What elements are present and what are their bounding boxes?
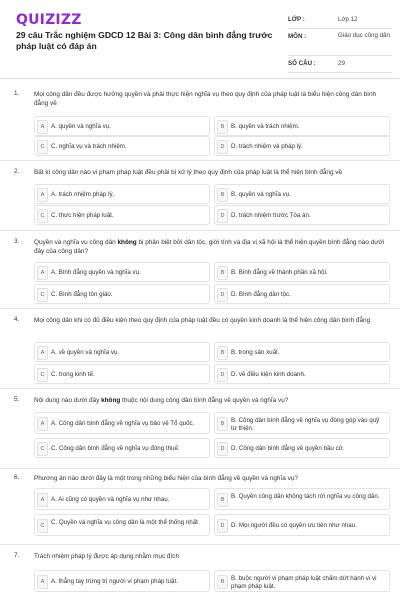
option-a[interactable] xyxy=(34,488,210,510)
question-text-part: Quyền và nghĩa vụ công dân xyxy=(34,239,118,246)
question-text-emphasis: không xyxy=(101,397,121,404)
option-text: C. trong kinh tế. xyxy=(51,371,95,378)
question-number: 6. xyxy=(14,474,20,481)
meta-row-class xyxy=(288,12,392,29)
option-text: C. Quyền và nghĩa vụ công dân là một thể thống nhất. xyxy=(51,519,200,526)
option-letter: B xyxy=(217,575,228,589)
option-letter: A xyxy=(37,346,48,360)
option-letter: C xyxy=(37,140,48,154)
option-letter: D xyxy=(217,288,228,302)
option-c[interactable] xyxy=(34,205,210,225)
option-a[interactable] xyxy=(34,262,210,282)
question-text-part: bị phân biệt bởi dân tộc, giới tính và địa vị xã hội là thể hiện quyền bình đẳng nào dưới đây của công dân? xyxy=(34,239,385,255)
meta-row-subject xyxy=(288,29,392,56)
option-d[interactable] xyxy=(214,205,390,225)
option-text: B. quyền và trách nhiệm. xyxy=(231,123,300,130)
option-text: B. Bình đẳng về thành phần xã hội. xyxy=(231,269,328,276)
question-text-part: Nội dung nào dưới đây xyxy=(34,397,102,404)
option-text: A. quyền và nghĩa vụ. xyxy=(51,123,111,130)
option-text: B. trong sản xuất. xyxy=(231,349,280,356)
option-b[interactable] xyxy=(214,184,390,204)
option-d[interactable] xyxy=(214,438,390,458)
question-separator xyxy=(0,308,400,309)
question-number: 4. xyxy=(14,316,20,323)
option-letter: B xyxy=(217,266,228,280)
option-text: C. Công dân bình đẳng về nghĩa vụ đóng thuế. xyxy=(51,445,180,452)
question-separator xyxy=(0,468,400,469)
option-letter: A xyxy=(37,575,48,589)
option-a[interactable] xyxy=(34,342,210,362)
question-separator xyxy=(0,160,400,161)
option-letter: C xyxy=(37,442,48,456)
question-separator xyxy=(0,388,400,389)
option-letter: B xyxy=(217,493,228,507)
question-number: 1. xyxy=(14,90,20,97)
option-letter: C xyxy=(37,519,48,533)
question-text: Mọi công dân khi có đủ điều kiện theo quy định của pháp luật đều có quyền kinh doanh là thể hiện công dân bình đẳng xyxy=(34,317,371,324)
question-text: Phương án nào dưới đây là một trong những biểu hiện của bình đẳng về quyền và nghĩa vụ? xyxy=(34,475,298,482)
option-c[interactable] xyxy=(34,438,210,458)
header-divider xyxy=(0,78,400,79)
option-text: D. Công dân bình đẳng về quyền bầu cử. xyxy=(231,445,345,452)
option-letter: C xyxy=(37,368,48,382)
option-text: D. Bình đẳng dân tộc. xyxy=(231,291,291,298)
option-letter: A xyxy=(37,266,48,280)
question-number: 7. xyxy=(14,552,20,559)
option-text: D. trách nhiệm trước Tòa án. xyxy=(231,212,311,219)
count-value: 29 xyxy=(338,60,345,67)
question-separator xyxy=(0,230,400,231)
option-letter: B xyxy=(217,417,228,431)
option-letter: D xyxy=(217,442,228,456)
option-text: A. thẳng tay trừng trị người vi phạm pháp luật. xyxy=(51,578,178,585)
question-text xyxy=(34,396,386,405)
option-text: A. Bình đẳng quyền và nghĩa vụ. xyxy=(51,269,141,276)
question-text-emphasis: không xyxy=(117,239,137,246)
option-c[interactable] xyxy=(34,136,210,156)
question-number: 2. xyxy=(14,168,20,175)
worksheet-header xyxy=(0,0,400,72)
option-d[interactable] xyxy=(214,136,390,156)
option-b[interactable] xyxy=(214,412,390,434)
option-c[interactable] xyxy=(34,364,210,384)
option-text: C. nghĩa vụ và trách nhiệm. xyxy=(51,143,127,150)
option-c[interactable] xyxy=(34,514,210,536)
option-b[interactable] xyxy=(214,570,390,592)
option-letter: B xyxy=(217,120,228,134)
option-text: D. về điều kiện kinh doanh. xyxy=(231,371,306,378)
option-text: D. trách nhiệm và pháp lý. xyxy=(231,143,303,150)
option-letter: A xyxy=(37,417,48,431)
option-a[interactable] xyxy=(34,570,210,592)
option-text: C. Bình đẳng tôn giáo. xyxy=(51,291,113,298)
count-label: SỐ CÂU : xyxy=(288,60,316,67)
option-c[interactable] xyxy=(34,284,210,304)
question-text: Trách nhiệm pháp lý được áp dụng nhằm mục đích xyxy=(34,553,179,560)
option-d[interactable] xyxy=(214,514,390,536)
option-text: C. thực hiện pháp luật. xyxy=(51,212,114,219)
subject-value: Giáo dục công dân xyxy=(338,32,390,39)
option-letter: D xyxy=(217,140,228,154)
option-d[interactable] xyxy=(214,284,390,304)
option-letter: B xyxy=(217,346,228,360)
option-d[interactable] xyxy=(214,364,390,384)
option-b[interactable] xyxy=(214,116,390,136)
quizizz-logo[interactable]: QUIZIZZ xyxy=(16,12,82,28)
question-text: Mọi công dân đều được hưởng quyền và phải thực hiện nghĩa vụ theo quy định của pháp luật là biểu hiện công dân bình đẳng về xyxy=(34,91,377,107)
meta-panel xyxy=(288,12,392,73)
page-title: 29 câu Trắc nghiệm GDCD 12 Bài 3: Công dân bình đẳng trước pháp luật có đáp án xyxy=(16,30,273,51)
option-letter: A xyxy=(37,188,48,202)
option-text: A. Ai cũng có quyền và nghĩa vụ như nhau. xyxy=(51,496,170,503)
option-text: B. buộc người vi phạm pháp luật chấm dứt hành vi vi phạm pháp luật. xyxy=(231,575,377,590)
class-label: LỚP : xyxy=(288,16,305,23)
question-text: Bất kì công dân nào vi phạm pháp luật đều phải bị xử lý theo quy định của pháp luật là thể hiện bình đẳng về xyxy=(34,169,343,176)
option-a[interactable] xyxy=(34,116,210,136)
option-letter: D xyxy=(217,519,228,533)
option-text: D. Mọi người đều có quyền ưu tiên như nhau. xyxy=(231,522,357,529)
option-text: B. Quyền công dân không tách rời nghĩa vụ công dân. xyxy=(231,493,380,500)
option-b[interactable] xyxy=(214,488,390,510)
question-text xyxy=(34,238,386,256)
option-b[interactable] xyxy=(214,262,390,282)
class-value: Lớp 12 xyxy=(338,16,358,23)
option-letter: C xyxy=(37,209,48,223)
option-text: B. quyền và nghĩa vụ. xyxy=(231,191,291,198)
question-text-part: thuộc nội dung công dân bình đẳng về quyền và nghĩa vụ? xyxy=(120,397,289,404)
option-a[interactable] xyxy=(34,412,210,434)
option-letter: D xyxy=(217,209,228,223)
option-letter: A xyxy=(37,120,48,134)
option-text: A. trách nhiệm pháp lý. xyxy=(51,191,115,198)
option-letter: B xyxy=(217,188,228,202)
option-text: A. về quyền và nghĩa vụ. xyxy=(51,349,120,356)
option-letter: C xyxy=(37,288,48,302)
question-number: 3. xyxy=(14,238,20,245)
option-b[interactable] xyxy=(214,342,390,362)
option-text: B. Công dân bình đẳng về nghĩa vụ đóng góp vào quỹ từ thiện. xyxy=(231,417,380,432)
meta-row-count xyxy=(288,56,392,73)
option-a[interactable] xyxy=(34,184,210,204)
question-separator xyxy=(0,544,400,545)
option-letter: A xyxy=(37,493,48,507)
option-text: A. Công dân bình đẳng về nghĩa vụ bảo vệ Tổ quốc. xyxy=(51,420,195,427)
option-letter: D xyxy=(217,368,228,382)
question-number: 5. xyxy=(14,396,20,403)
subject-label: MÔN : xyxy=(288,33,307,40)
